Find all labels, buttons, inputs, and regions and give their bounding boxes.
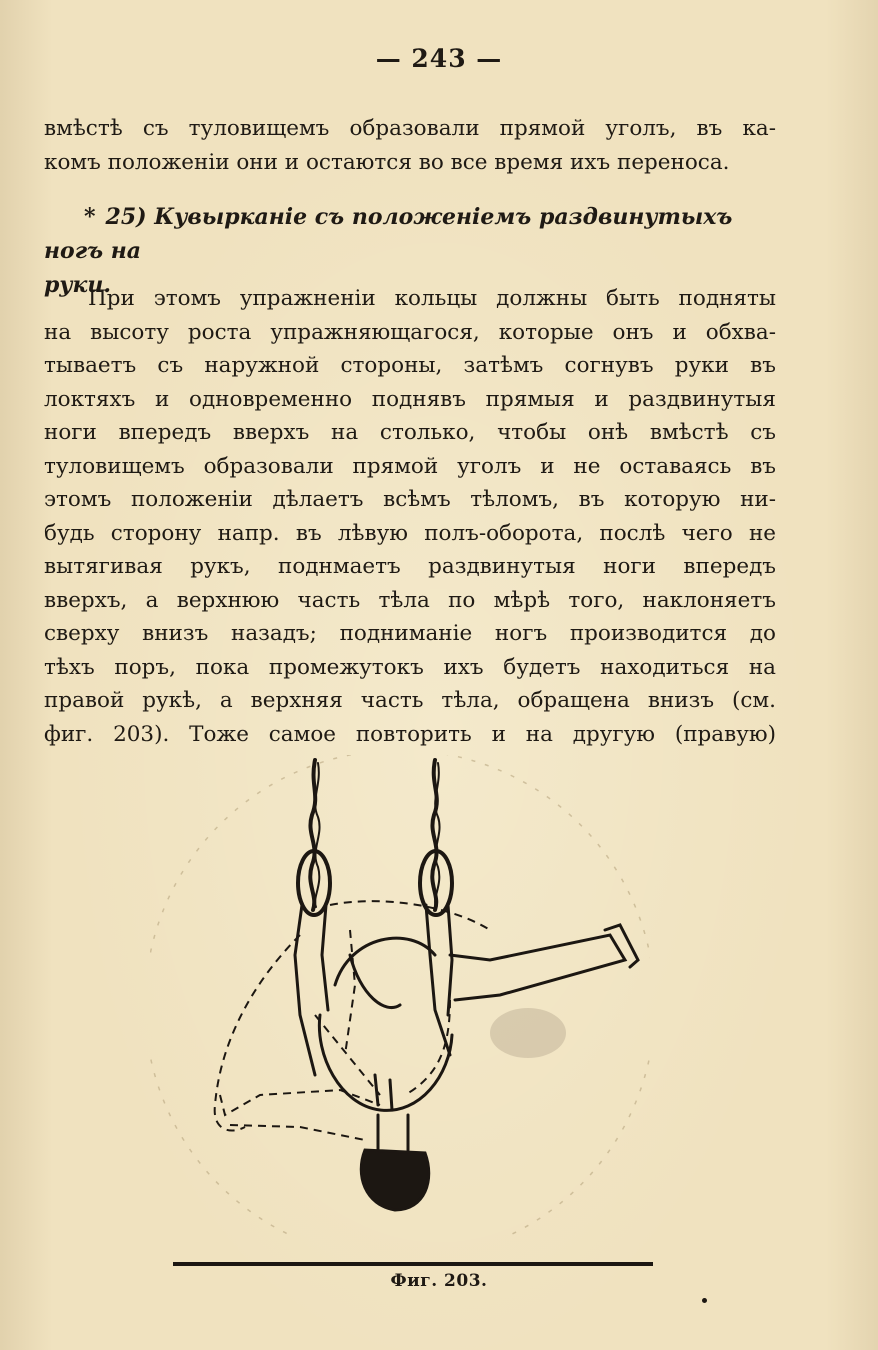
section-title-line2: руки.: [44, 272, 112, 298]
divider-rule: [173, 1262, 653, 1266]
text-line: будь сторону напр. въ лѣвую полъ-оборота, послѣ чего не: [44, 520, 776, 546]
text-line: вмѣстѣ съ туловищемъ образовали прямой уголъ, въ ка-: [44, 116, 776, 141]
intro-paragraph: [44, 112, 776, 179]
text-line: локтяхъ и одновременно поднявъ прямыя и раздвинутыя: [44, 386, 776, 412]
text-line: этомъ положеніи дѣлаетъ всѣмъ тѣломъ, въ которую ни-: [44, 487, 776, 512]
text-line: вытягивая рукъ, поднмаетъ раздвинутыя ноги впередъ: [44, 554, 776, 579]
text-line: фиг. 203). Тоже самое повторить и на другую (правую): [44, 721, 776, 747]
body-paragraph: [44, 282, 776, 751]
page-number: — 243 —: [375, 44, 503, 73]
text-line: вверхъ, а верхнюю часть тѣла по мѣрѣ того, наклоняетъ: [44, 587, 776, 613]
text-line: на высоту роста упражняющагося, которые онъ и обхва-: [44, 319, 776, 345]
text-line: правой рукѣ, а верхняя часть тѣла, обращена внизъ (см.: [44, 688, 776, 713]
text-line: сверху внизъ назадъ; подниманіе ногъ производится до: [44, 621, 776, 646]
section-title-line1: 25) Кувырканіе съ положеніемъ раздвинутыхъ ногъ на: [44, 204, 733, 264]
figure-caption: Фиг. 203.: [390, 1271, 488, 1291]
gymnast-on-rings-illustration: [150, 755, 650, 1235]
text-line: ноги впередъ вверхъ на столько, чтобы онѣ вмѣстѣ съ: [44, 420, 776, 445]
section-marker: *: [84, 204, 96, 230]
text-line: туловищемъ образовали прямой уголъ и не оставаясь въ: [44, 453, 776, 479]
text-line: комъ положеніи они и остаются во все время ихъ переноса.: [44, 149, 730, 175]
text-line: тываетъ съ наружной стороны, затѣмъ согнувъ руки въ: [44, 353, 776, 378]
text-line: тѣхъ поръ, пока промежутокъ ихъ будетъ находиться на: [44, 654, 776, 680]
ink-dot: [702, 1298, 707, 1303]
text-line: При этомъ упражненіи кольцы должны быть подняты: [88, 286, 776, 311]
